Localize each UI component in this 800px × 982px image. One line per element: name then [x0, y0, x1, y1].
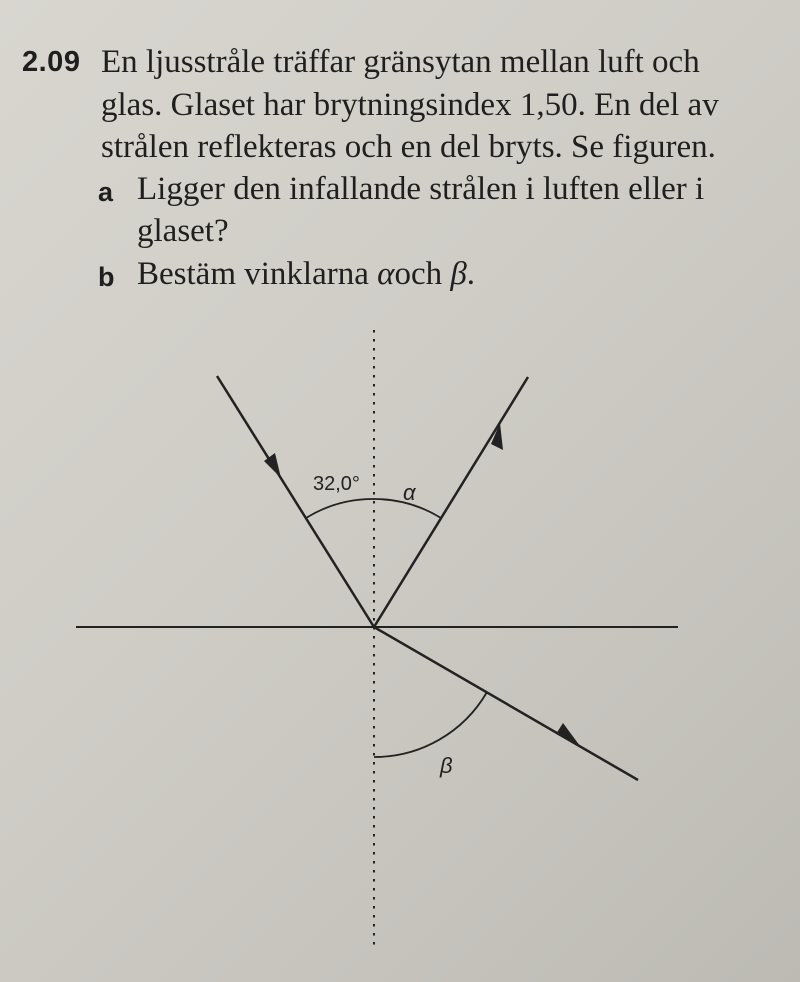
- alpha-label: α: [403, 480, 416, 505]
- problem-text-line-1: En ljusstråle träffar gränsytan mellan luft och: [101, 44, 700, 80]
- problem-text-line-3: strålen reflekteras och en del bryts. Se figuren.: [101, 129, 716, 165]
- part-b-alpha: α: [377, 256, 395, 292]
- beta-label: β: [440, 753, 453, 778]
- part-b-text-middle: och: [394, 256, 451, 292]
- refracted-arrowhead: [556, 723, 580, 746]
- beta-angle-arc: [374, 692, 487, 757]
- refracted-ray: [374, 627, 638, 780]
- incidence-angle-arc: [306, 499, 374, 518]
- part-b-beta: β: [450, 256, 467, 292]
- part-a-text-line-1: Ligger den infallande strålen i luften eller i: [137, 171, 705, 207]
- problem-text-line-2: glas. Glaset har brytningsindex 1,50. En del av: [101, 87, 719, 123]
- part-a-letter: a: [98, 177, 114, 207]
- incidence-angle-label: 32,0°: [313, 473, 360, 495]
- part-b-text-before: Bestäm vinklarna: [137, 256, 378, 292]
- part-b-letter: b: [98, 262, 115, 292]
- part-b-text-after: .: [466, 256, 476, 292]
- reflected-ray: [374, 377, 528, 627]
- part-a-text-line-2: glaset?: [137, 213, 229, 249]
- problem-number: 2.09: [22, 46, 81, 78]
